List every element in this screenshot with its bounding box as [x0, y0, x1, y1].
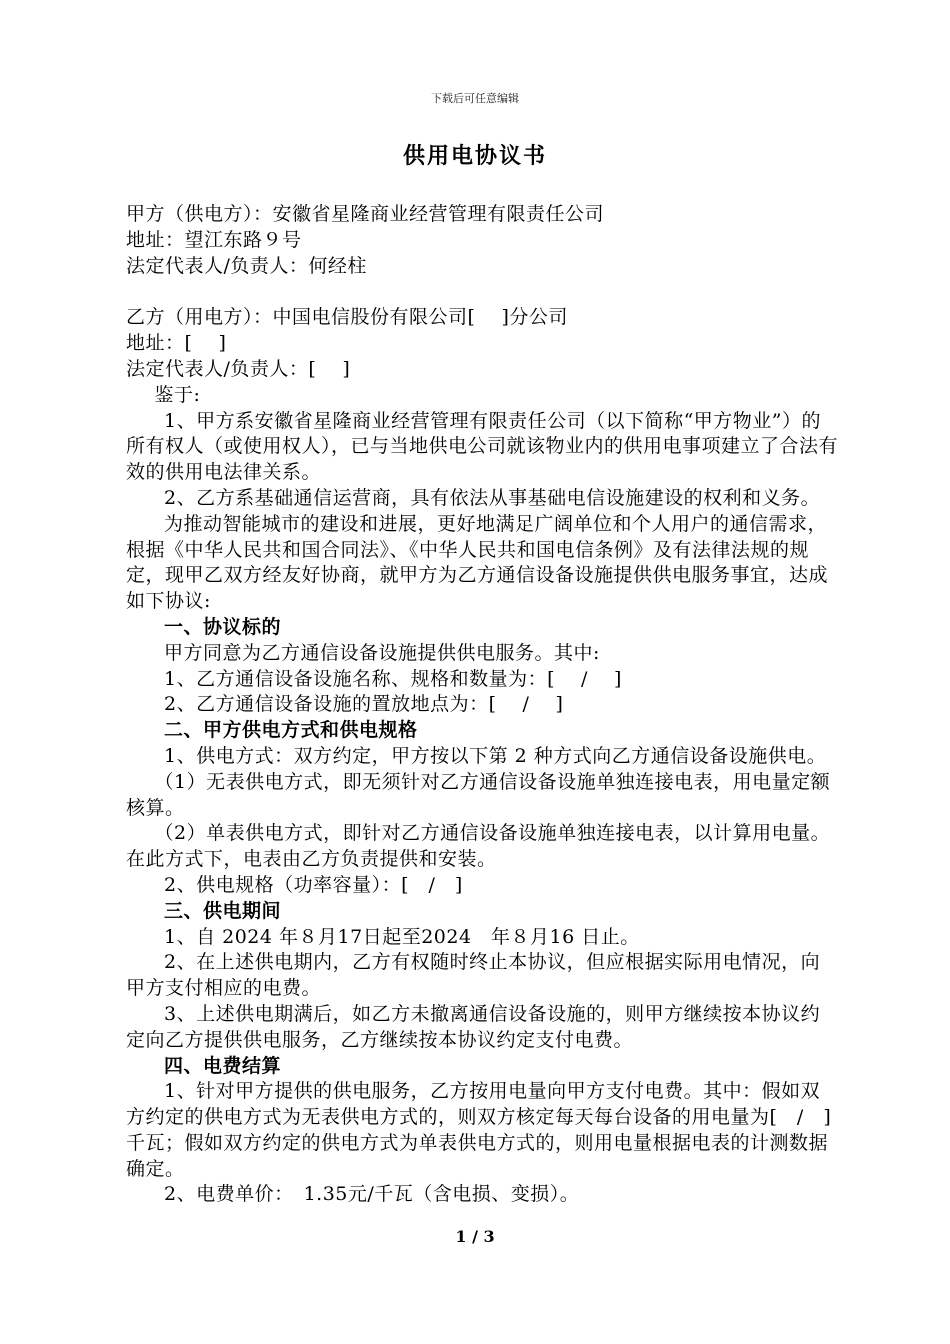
party-b-name: 乙方（用电方）：中国电信股份有限公司[ ]分公司: [126, 306, 568, 329]
page-number: 1 / 3: [455, 1227, 495, 1246]
section-4-item-1: 1、针对甲方提供的供电服务，乙方按用电量向甲方支付电费。其中：假如双方约定的供电方式为无表供电方式的，则双方核定每天每台设备的用电量为[ / ]千瓦；假如双方约定的供电方式为单表供电方式的，则用电量根据电表的计测数据确定。: [126, 1080, 832, 1180]
party-b-representative: 法定代表人/负责人：[ ]: [126, 357, 351, 380]
section-2-option-2: （2）单表供电方式，即针对乙方通信设备设施单独连接电表，以计算用电量。在此方式下，电表由乙方负责提供和安装。: [126, 822, 831, 871]
section-2-heading: 二、甲方供电方式和供电规格: [164, 719, 418, 742]
section-1-intro: 甲方同意为乙方通信设备设施提供供电服务。其中:: [164, 641, 600, 664]
section-3-heading: 三、供电期间: [164, 899, 282, 922]
party-b-address: 地址：[ ]: [126, 332, 227, 355]
header-note: 下载后可任意编辑: [431, 92, 519, 105]
section-1-item-2: 2、乙方通信设备设施的置放地点为：[ / ]: [164, 693, 564, 716]
party-a-representative: 法定代表人/负责人：何经柱: [126, 254, 367, 277]
section-4-heading: 四、电费结算: [164, 1054, 282, 1077]
section-1-item-1: 1、乙方通信设备设施名称、规格和数量为：[ / ]: [164, 667, 622, 690]
party-a-address: 地址：望江东路９号: [126, 228, 302, 251]
whereas-label: 鉴于:: [154, 383, 201, 406]
section-3-item-3: 3、上述供电期满后，如乙方未撤离通信设备设施的，则甲方继续按本协议约定向乙方提供供电服务，乙方继续按本协议约定支付电费。: [126, 1002, 821, 1051]
document-title: 供用电协议书: [402, 143, 547, 169]
section-3-item-1: 1、自 2024 年８月17日起至2024 年８月16 日止。: [164, 925, 640, 948]
spacer: [126, 279, 838, 305]
section-1-heading: 一、协议标的: [164, 615, 282, 638]
document-body: [126, 202, 838, 1208]
whereas-item-1: 1、甲方系安徽省星隆商业经营管理有限责任公司（以下简称“甲方物业”）的所有权人（或使用权人），已与当地供电公司就该物业内的供用电事项建立了合法有效的供用电法律关系。: [126, 409, 839, 484]
section-2-item-2: 2、供电规格（功率容量）：[ / ]: [164, 873, 463, 896]
section-4-item-2: 2、电费单价： 1.35元/千瓦（含电损、变损）。: [164, 1183, 580, 1206]
whereas-item-2: 2、乙方系基础通信运营商，具有依法从事基础电信设施建设的权利和义务。: [164, 486, 821, 509]
section-2-option-1: （1）无表供电方式，即无须针对乙方通信设备设施单独连接电表，用电量定额核算。: [126, 770, 831, 819]
party-a-name: 甲方（供电方）：安徽省星隆商业经营管理有限责任公司: [126, 203, 605, 225]
section-3-item-2: 2、在上述供电期内，乙方有权随时终止本协议，但应根据实际用电情况，向甲方支付相应的电费。: [126, 951, 821, 1000]
section-2-item-1: 1、供电方式：双方约定，甲方按以下第 2 种方式向乙方通信设备设施供电。: [164, 744, 827, 767]
whereas-purpose: 为推动智能城市的建设和进展，更好地满足广阔单位和个人用户的通信需求，根据《中华人民共和国合同法》、《中华人民共和国电信条例》及有法律法规的规定，现甲乙双方经友好协商，就甲方为乙方通信设备设施提供供电服务事宜，达成如下协议:: [126, 512, 829, 613]
